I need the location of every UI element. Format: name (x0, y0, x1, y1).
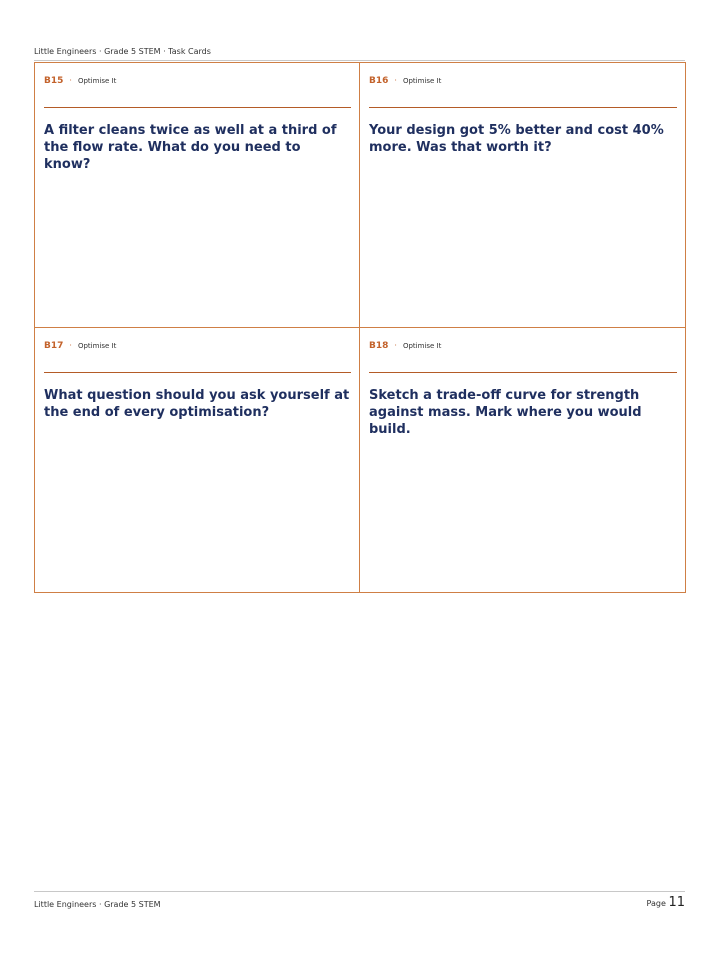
card-separator: · (69, 341, 72, 350)
card-meta (44, 341, 116, 351)
card-code: B17 (44, 341, 64, 351)
card-question: A filter cleans twice as well at a third of the flow rate. What do you need to know? (44, 123, 337, 172)
task-card-b16 (360, 63, 686, 328)
footer-title: Little Engineers · Grade 5 STEM (34, 900, 161, 909)
page-footer (34, 891, 685, 914)
page-label: Page (646, 899, 666, 908)
task-card-b15 (35, 63, 360, 328)
card-divider (369, 372, 677, 373)
task-card-b17 (35, 328, 360, 593)
task-card-b18 (360, 328, 686, 593)
page-header (34, 47, 685, 61)
page-number (647, 895, 685, 910)
card-divider (44, 107, 351, 108)
card-category: Optimise It (402, 77, 442, 85)
card-question: Sketch a trade-off curve for strength against mass. Mark where you would build. (369, 388, 642, 437)
card-code: B15 (44, 76, 64, 86)
card-category: Optimise It (77, 77, 117, 85)
page-number-value: 11 (668, 895, 685, 910)
card-meta (44, 76, 116, 86)
card-divider (44, 372, 351, 373)
card-separator: · (394, 76, 397, 85)
card-category: Optimise It (77, 342, 117, 350)
task-card-grid (34, 62, 686, 593)
card-divider (369, 107, 677, 108)
header-title: Little Engineers · Grade 5 STEM · Task Cards (34, 47, 211, 56)
card-separator: · (394, 341, 397, 350)
card-question: Your design got 5% better and cost 40% more. Was that worth it? (369, 123, 664, 155)
card-code: B18 (369, 341, 389, 351)
card-separator: · (69, 76, 72, 85)
card-meta (369, 76, 441, 86)
card-meta (369, 341, 441, 351)
card-question: What question should you ask yourself at the end of every optimisation? (44, 388, 350, 420)
card-code: B16 (369, 76, 389, 86)
card-category: Optimise It (402, 342, 442, 350)
